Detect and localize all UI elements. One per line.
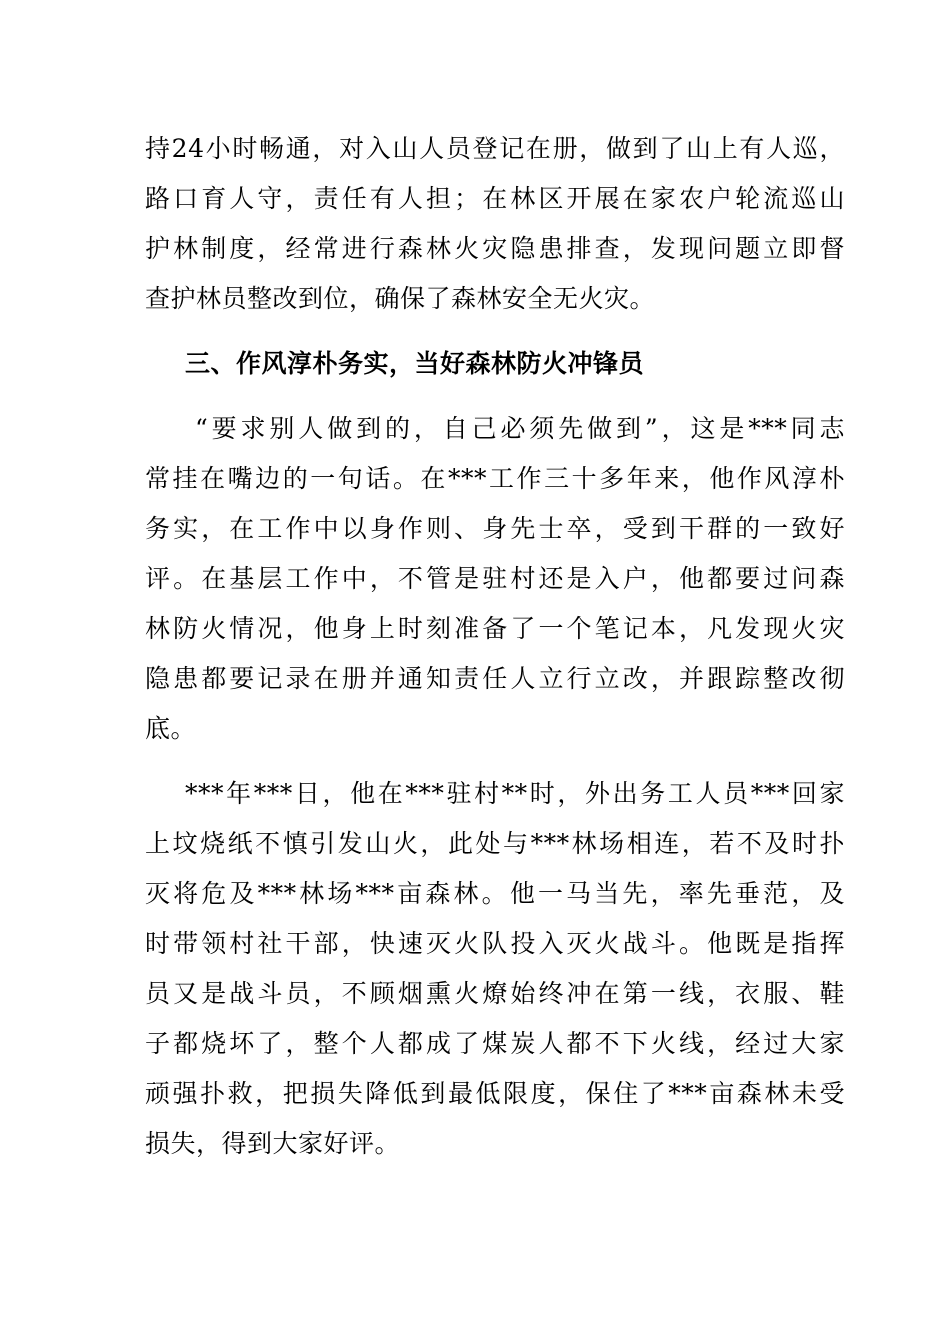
- paragraph-body: [145, 769, 845, 1169]
- text-line: “要求别人做到的，自己必须先做到”，这是***同志: [195, 414, 845, 443]
- paragraph-body: [145, 404, 845, 754]
- text-line: 持24小时畅通，对入山人员登记在册，做到了山上有人巡，: [145, 134, 845, 163]
- text-line: 常挂在嘴边的一句话。在***工作三十多年来，他作风淳朴: [145, 464, 845, 493]
- text-line: 损失，得到大家好评。: [145, 1129, 401, 1158]
- text-line: 护林制度，经常进行森林火灾隐患排查，发现问题立即督: [145, 234, 845, 263]
- text-line: 底。: [145, 714, 197, 743]
- document-page: [145, 124, 845, 1169]
- text-line: 顽强扑救，把损失降低到最低限度，保住了***亩森林未受: [145, 1079, 845, 1108]
- paragraph-continued: [145, 124, 845, 324]
- text-line: 务实，在工作中以身作则、身先士卒，受到干群的一致好: [145, 514, 845, 543]
- text-line: 员又是战斗员，不顾烟熏火燎始终冲在第一线，衣服、鞋: [145, 979, 845, 1008]
- text-line: 查护林员整改到位，确保了森林安全无火灾。: [145, 284, 656, 313]
- text-line: ***年***日，他在***驻村**时，外出务工人员***回家: [185, 779, 845, 808]
- paragraph-spacer: [145, 754, 845, 769]
- section-heading: [145, 339, 845, 389]
- heading-text: 三、作风淳朴务实，当好森林防火冲锋员: [185, 349, 645, 378]
- text-line: 林防火情况，他身上时刻准备了一个笔记本，凡发现火灾: [145, 614, 845, 643]
- text-line: 时带领村社干部，快速灭火队投入灭火战斗。他既是指挥: [145, 929, 845, 958]
- text-line: 路口育人守，责任有人担；在林区开展在家农户轮流巡山: [145, 184, 845, 213]
- text-line: 子都烧坏了，整个人都成了煤炭人都不下火线，经过大家: [145, 1029, 845, 1058]
- text-line: 评。在基层工作中，不管是驻村还是入户，他都要过问森: [145, 564, 845, 593]
- text-line: 隐患都要记录在册并通知责任人立行立改，并跟踪整改彻: [145, 664, 845, 693]
- paragraph-spacer: [145, 324, 845, 339]
- text-line: 上坟烧纸不慎引发山火，此处与***林场相连，若不及时扑: [145, 829, 845, 858]
- text-line: 灭将危及***林场***亩森林。他一马当先，率先垂范，及: [145, 879, 845, 908]
